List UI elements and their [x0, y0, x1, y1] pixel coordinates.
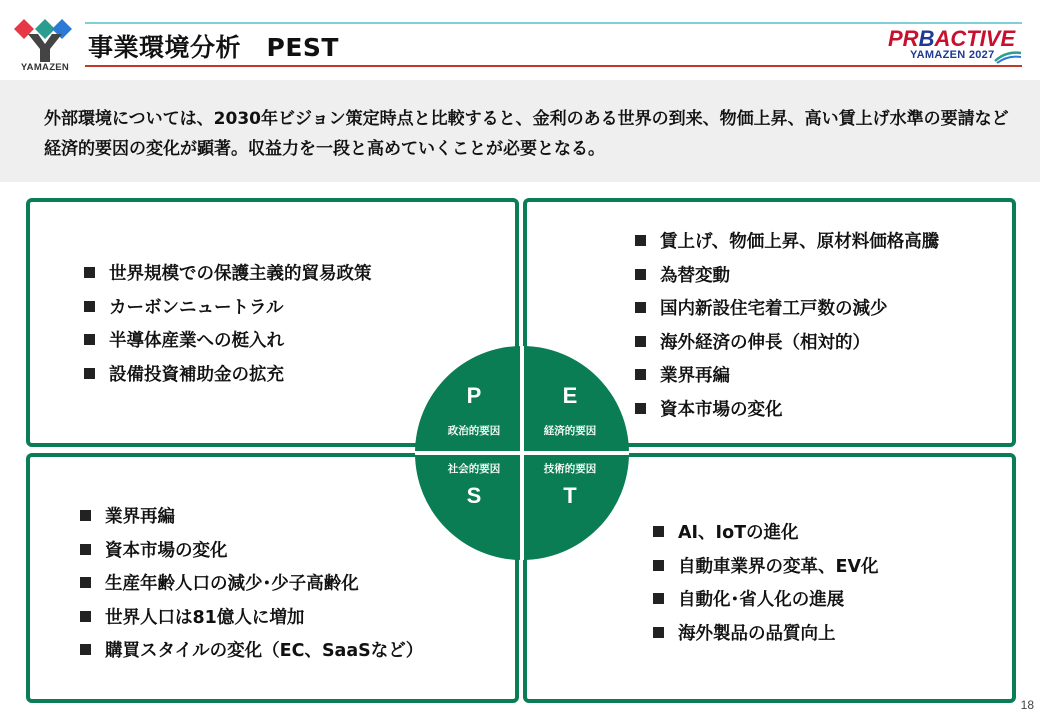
- list-item-text: 業界再編: [660, 366, 730, 386]
- square-bullet-icon: [80, 644, 91, 655]
- list-item: [80, 635, 423, 669]
- proactive-logo: [888, 26, 1024, 66]
- list-item-text: 国内新設住宅着工戸数の減少: [660, 299, 888, 319]
- square-bullet-icon: [80, 510, 91, 521]
- square-bullet-icon: [80, 544, 91, 555]
- square-bullet-icon: [80, 577, 91, 588]
- list-item: [653, 618, 879, 652]
- square-bullet-icon: [635, 302, 646, 313]
- square-bullet-icon: [635, 336, 646, 347]
- header-rule-bottom: [85, 65, 1022, 67]
- square-bullet-icon: [653, 526, 664, 537]
- list-item: [84, 258, 372, 292]
- list-item-text: 生産年齢人口の減少･少子高齢化: [105, 574, 359, 594]
- factor-label-economic: 経済的要因: [543, 425, 597, 437]
- factor-letter-t: T: [563, 483, 577, 508]
- list-item-text: 賃上げ、物価上昇、原材料価格高騰: [660, 232, 940, 252]
- factor-label-social: 社会的要因: [447, 463, 501, 475]
- summary-band: [0, 80, 1040, 182]
- circle-divider-vertical: [520, 346, 524, 560]
- yamazen-logo: [14, 16, 76, 74]
- list-item: [635, 327, 939, 361]
- list-item-text: 為替変動: [660, 265, 730, 286]
- square-bullet-icon: [80, 611, 91, 622]
- square-bullet-icon: [653, 593, 664, 604]
- list-item-text: 海外製品の品質向上: [678, 623, 836, 644]
- list-item: [653, 551, 879, 585]
- list-item-text: 資本市場の変化: [660, 399, 783, 420]
- square-bullet-icon: [635, 403, 646, 414]
- list-item: [84, 359, 372, 393]
- square-bullet-icon: [84, 368, 95, 379]
- square-bullet-icon: [653, 560, 664, 571]
- summary-text: 外部環境については、2030年ビジョン策定時点と比較すると、金利のある世界の到来、物価上昇、高い賃上げ水準の要請など経済的要因の変化が顕著。収益力を一段と高めていくことが必要となる。: [44, 109, 1009, 159]
- list-item: [635, 394, 939, 428]
- pest-circle: [415, 346, 629, 560]
- list-item: [635, 226, 939, 260]
- list-item: [635, 293, 939, 327]
- factor-letter-p: P: [466, 383, 482, 408]
- list-item-text: 自動化･省人化の進展: [678, 590, 845, 610]
- proactive-subtitle: YAMAZEN 2027: [910, 49, 995, 61]
- factor-political: [429, 384, 519, 438]
- factor-label-technological: 技術的要因: [543, 463, 597, 475]
- yamazen-logo-text: YAMAZEN: [20, 62, 70, 73]
- proactive-wordmark: PRBACTIVE: [888, 26, 1016, 51]
- list-item-text: 業界再編: [105, 507, 175, 527]
- list-item-text: 資本市場の変化: [105, 540, 228, 561]
- yamazen-logo-mark-icon: [14, 16, 76, 64]
- list-item: [635, 260, 939, 294]
- square-bullet-icon: [84, 334, 95, 345]
- list-item: [80, 501, 423, 535]
- square-bullet-icon: [653, 627, 664, 638]
- technological-factor-list: [653, 517, 879, 651]
- political-factor-list: [84, 258, 372, 392]
- square-bullet-icon: [635, 235, 646, 246]
- list-item: [80, 602, 423, 636]
- list-item: [84, 292, 372, 326]
- list-item-text: 海外経済の伸長（相対的）: [660, 332, 870, 353]
- list-item-text: 設備投資補助金の拡充: [109, 364, 284, 385]
- header-rule-top: [85, 22, 1022, 24]
- list-item: [80, 568, 423, 602]
- list-item: [80, 535, 423, 569]
- square-bullet-icon: [84, 301, 95, 312]
- square-bullet-icon: [635, 369, 646, 380]
- page-title: 事業環境分析 PEST: [88, 33, 339, 62]
- list-item-text: 世界人口は81億人に増加: [105, 607, 305, 628]
- list-item: [635, 360, 939, 394]
- square-bullet-icon: [84, 267, 95, 278]
- factor-social: [429, 462, 519, 508]
- list-item-text: 自動車業界の変革、EV化: [678, 556, 879, 577]
- list-item: [84, 325, 372, 359]
- list-item-text: 半導体産業への梃入れ: [109, 331, 284, 351]
- factor-letter-s: S: [466, 483, 482, 508]
- page-number: 18: [1020, 698, 1034, 712]
- square-bullet-icon: [635, 269, 646, 280]
- factor-economic: [525, 384, 615, 438]
- factor-label-political: 政治的要因: [447, 425, 501, 437]
- factor-letter-e: E: [562, 383, 578, 408]
- list-item: [653, 584, 879, 618]
- list-item-text: カーボンニュートラル: [109, 297, 284, 318]
- factor-technological: [525, 462, 615, 508]
- list-item: [653, 517, 879, 551]
- swoosh-icon: [994, 50, 1022, 64]
- list-item-text: 購買スタイルの変化（EC、SaaSなど）: [105, 641, 424, 661]
- economic-factor-list: [635, 226, 939, 427]
- social-factor-list: [80, 501, 423, 669]
- list-item-text: 世界規模での保護主義的貿易政策: [109, 264, 372, 284]
- list-item-text: AI、IoTの進化: [678, 523, 799, 543]
